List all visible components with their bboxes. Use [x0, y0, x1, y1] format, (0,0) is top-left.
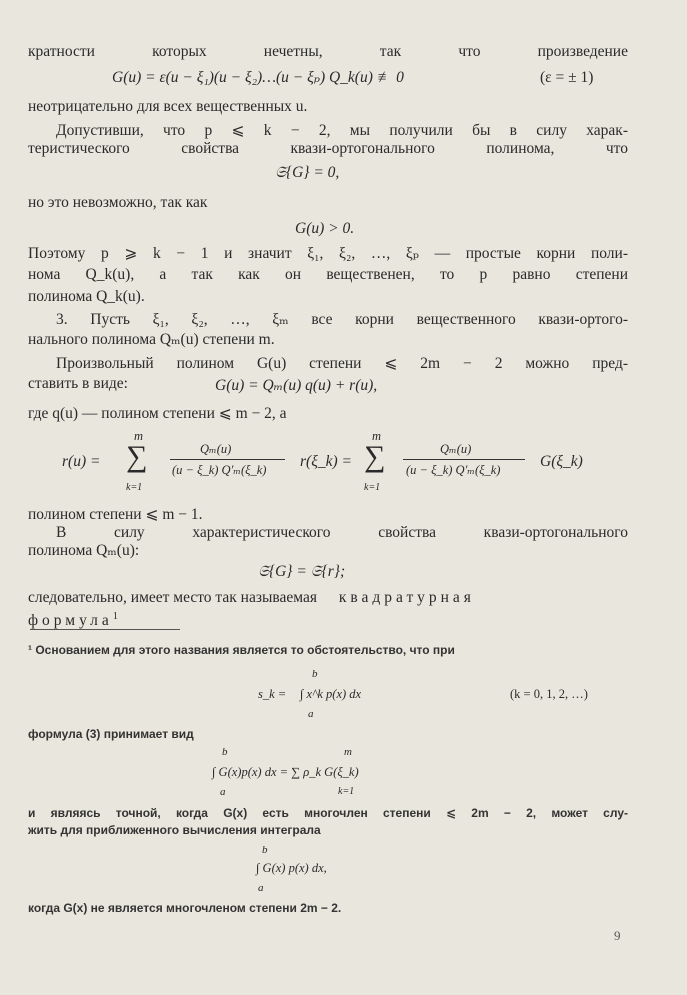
integral-upper-limit: b — [222, 746, 228, 758]
sum-upper-limit: m — [344, 746, 352, 758]
footnote-line: жить для приближенного вычисления интеграла — [28, 823, 321, 837]
fraction-bar — [170, 459, 285, 460]
integral-upper-limit: b — [312, 668, 318, 680]
footnote-line: когда G(x) не является многочленом степени 2m − 2. — [28, 901, 342, 915]
text-line: ставить в виде: — [28, 375, 128, 392]
text-line: Поэтому p ⩾ k − 1 и значит ξ₁, ξ₂, …, ξₚ — простые корни поли- — [28, 245, 628, 262]
fraction-bar — [403, 459, 525, 460]
formula-part: ∫ x^k p(x) dx — [300, 687, 362, 701]
page-number: 9 — [614, 928, 621, 943]
text-line: 3. Пусть ξ₁, ξ₂, …, ξₘ все корни вещественного квази-ортого- — [56, 311, 628, 328]
sum-sign-icon: ∑ — [364, 440, 386, 473]
spaced-term: квадратурная — [338, 589, 475, 606]
text-line — [28, 607, 628, 631]
footnote-divider — [30, 629, 180, 630]
sum-lower-limit: k=1 — [338, 786, 355, 797]
text-line: нома Q_k(u), а так как он вещественен, то p равно степени — [28, 266, 628, 283]
equation-decomposition: G(u) = Qₘ(u) q(u) + r(u), — [215, 377, 378, 394]
integral-lower-limit: a — [258, 882, 264, 894]
sum-lower-limit: k=1 — [364, 482, 381, 493]
footnote-mark: 1 — [112, 611, 118, 622]
text-line — [28, 588, 628, 608]
integral-lower-limit: a — [308, 708, 314, 720]
sum-lower-limit: k=1 — [126, 482, 143, 493]
footnote-line: формула (3) принимает вид — [28, 727, 194, 741]
sum-sign-icon: ∑ — [126, 440, 148, 473]
equation-note: (ε = ± 1) — [540, 69, 594, 86]
sum-upper-limit: m — [372, 429, 382, 443]
fraction-denominator: (u − ξ_k) Q′ₘ(ξ_k) — [172, 463, 267, 477]
text-line: нального полинома Qₘ(u) степени m. — [28, 331, 275, 348]
formula-part: r(u) = — [62, 453, 101, 470]
text-line: теристического свойства квази-ортогонального полинома, что — [28, 140, 628, 157]
equation-zero: 𝔖{G} = 0, — [275, 164, 340, 181]
text-line: полином степени ⩽ m − 1. — [28, 506, 203, 523]
footnote-line: ¹ Основанием для этого названия является то обстоятельство, что при — [28, 643, 455, 657]
text-line: где q(u) — полином степени ⩽ m − 2, а — [28, 405, 287, 422]
equation-positive: G(u) > 0. — [295, 220, 355, 237]
formula-part: r(ξ_k) = — [300, 453, 352, 470]
formula-part: ∫ G(x) p(x) dx, — [256, 861, 327, 875]
text-line: В силу характеристического свойства квази-ортогонального — [56, 524, 628, 541]
integral-upper-limit: b — [262, 844, 268, 856]
text-fragment: следовательно, имеет место так называемая — [28, 589, 317, 606]
formula-part: G(ξ_k) — [540, 453, 583, 470]
equation-note: (k = 0, 1, 2, …) — [510, 687, 588, 701]
text-line: но это невозможно, так как — [28, 194, 208, 211]
integral-lower-limit: a — [220, 786, 226, 798]
equation-functional: 𝔖{G} = 𝔖{r}; — [258, 563, 346, 580]
formula-part: s_k = — [258, 687, 287, 701]
fraction-numerator: Qₘ(u) — [200, 442, 232, 456]
footnote-line: и являясь точной, когда G(x) есть многочлен степени ⩽ 2m − 2, может слу- — [28, 806, 628, 820]
text-line: кратности которых нечетны, так что произведение — [28, 43, 628, 60]
fraction-denominator: (u − ξ_k) Q′ₘ(ξ_k) — [406, 463, 501, 477]
text-line: Допустивши, что p ⩽ k − 2, мы получили бы в силу харак- — [56, 122, 628, 139]
fraction-numerator: Qₘ(u) — [440, 442, 472, 456]
spaced-term: формула — [28, 612, 113, 630]
text-line: Произвольный полином G(u) степени ⩽ 2m − 2 можно пред- — [56, 355, 628, 372]
sum-upper-limit: m — [134, 429, 144, 443]
text-line: полинома Q_k(u). — [28, 288, 145, 305]
text-line: неотрицательно для всех вещественных u. — [28, 98, 308, 115]
text-line: полинома Qₘ(u): — [28, 542, 140, 559]
equation-product: G(u) = ε(u − ξ₁)(u − ξ₂)…(u − ξₚ) Q_k(u) ≢ 0 — [112, 69, 404, 86]
formula-part: ∫ G(x)p(x) dx = ∑ ρ_k G(ξ_k) — [212, 765, 359, 779]
